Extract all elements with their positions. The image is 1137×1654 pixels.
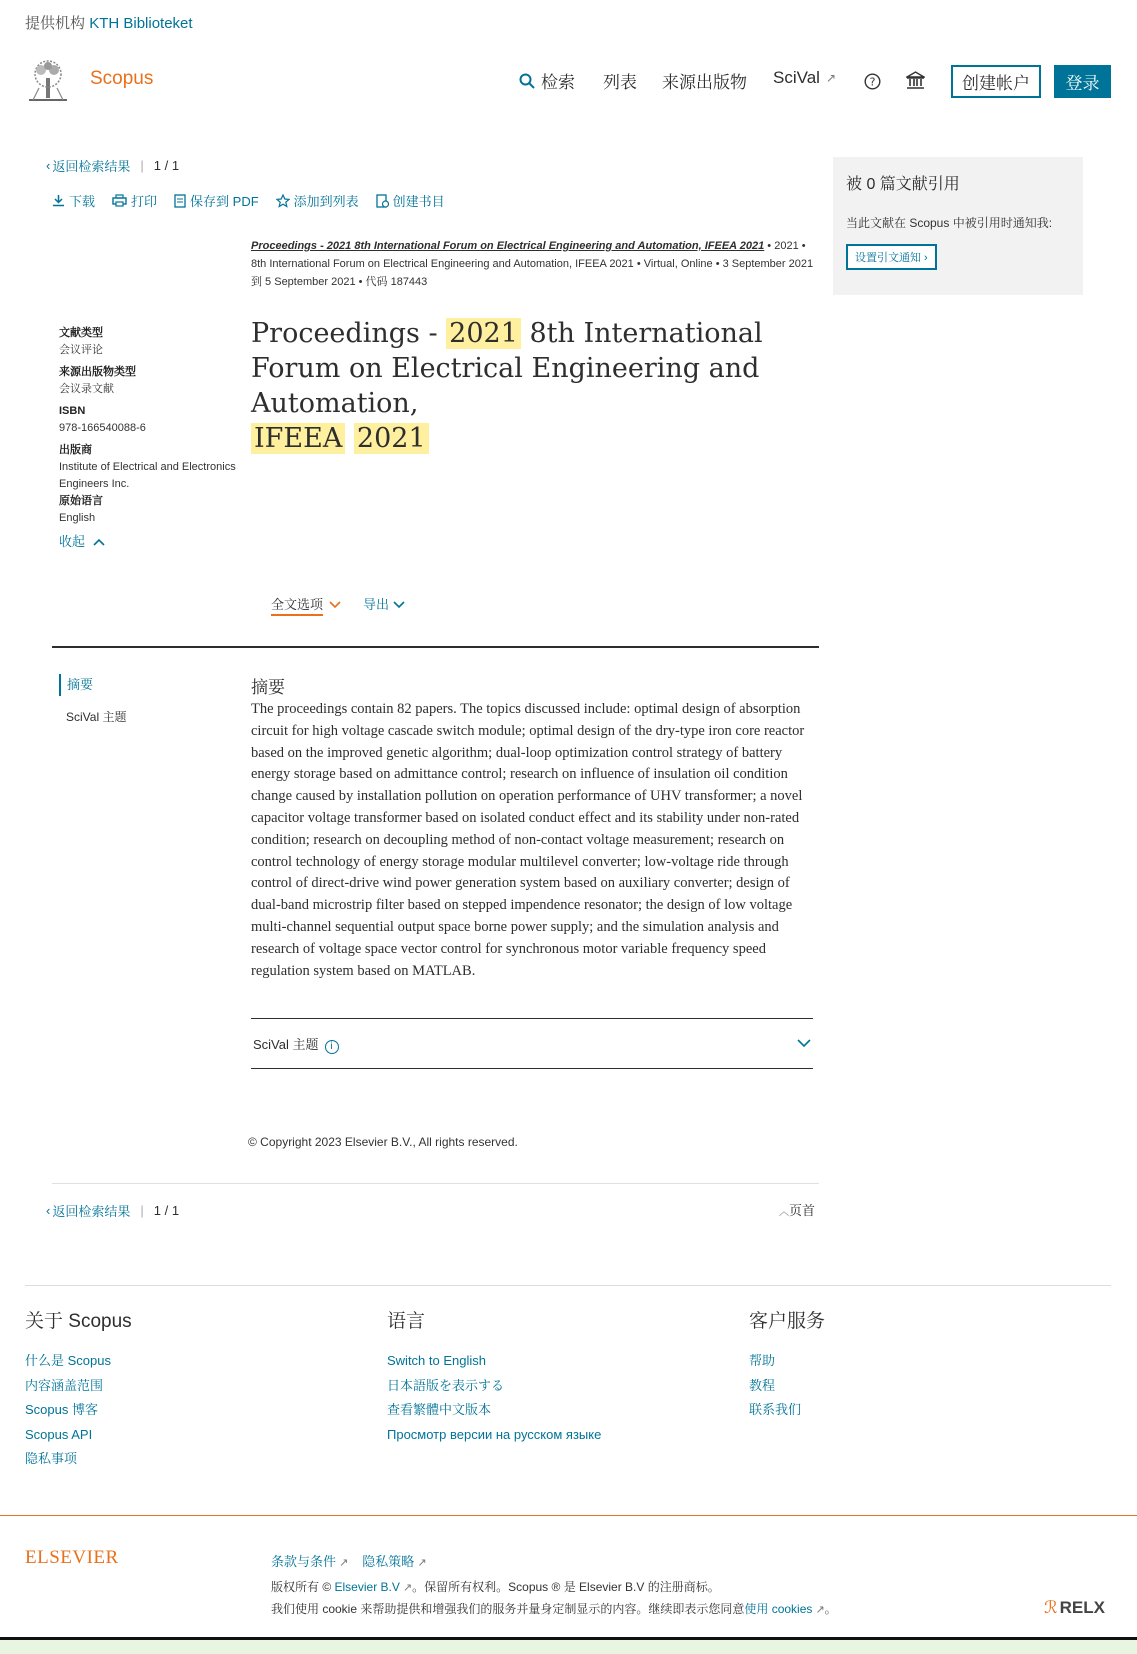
institution-icon[interactable] bbox=[906, 71, 925, 90]
legal-rights: 。保留所有权利。Scopus ® 是 Elsevier B.V 的注册商标。 bbox=[412, 1580, 720, 1594]
external-link-icon: ↗ bbox=[399, 1582, 413, 1594]
isbn-value: 978-166540088-6 bbox=[59, 422, 146, 434]
source-type-label: 来源出版物类型 bbox=[59, 366, 136, 378]
star-icon bbox=[276, 194, 290, 208]
back-bar bbox=[46, 156, 179, 175]
back-bar-bottom bbox=[46, 1201, 179, 1220]
publisher-value: Institute of Electrical and Electronics Engineers Inc. bbox=[59, 461, 236, 490]
add-to-list-label: 添加到列表 bbox=[293, 194, 359, 209]
set-citation-alert-button[interactable]: 设置引文通知 › bbox=[846, 244, 937, 270]
pdf-icon bbox=[174, 194, 186, 208]
chevron-down-icon bbox=[393, 597, 405, 612]
nav-lists[interactable]: 列表 bbox=[603, 73, 637, 92]
svg-text:?: ? bbox=[869, 75, 876, 89]
relx-mark-icon: ℛ bbox=[1044, 1598, 1058, 1617]
footer-orange-divider bbox=[0, 1515, 1137, 1516]
language-label: 原始语言 bbox=[59, 495, 103, 507]
scopus-brand[interactable]: Scopus bbox=[90, 68, 154, 89]
footer-link-tutorials[interactable]: 教程 bbox=[749, 1377, 776, 1393]
footer-link-traditional-chinese[interactable]: 查看繁體中文版本 bbox=[387, 1402, 492, 1417]
side-nav-scival-topics[interactable]: SciVal 主题 bbox=[66, 710, 127, 724]
provider-link[interactable]: KTH Biblioteket bbox=[89, 15, 193, 32]
back-to-top-link[interactable] bbox=[779, 1200, 815, 1219]
external-link-icon: ↗ bbox=[336, 1557, 349, 1569]
divider: | bbox=[140, 158, 144, 173]
footer-link-contact[interactable]: 联系我们 bbox=[749, 1402, 802, 1417]
document-toolbar bbox=[52, 191, 445, 210]
chevron-up-icon bbox=[93, 538, 105, 546]
bibliography-label: 创建书目 bbox=[392, 194, 445, 209]
chevron-up-icon: ︿ bbox=[779, 1207, 789, 1218]
full-text-options-label: 全文选项 bbox=[271, 597, 323, 616]
title-highlight-acronym: IFEEA bbox=[251, 423, 345, 454]
download-label: 下载 bbox=[69, 194, 96, 209]
source-line-2: 8th International Forum on Electrical Engineering and Automation, IFEEA 2021 • Virtual, Online • 3 September 2021 bbox=[251, 258, 814, 270]
title-part-1: Proceedings - bbox=[251, 318, 447, 349]
provider-prefix: 提供机构 bbox=[25, 15, 86, 32]
info-icon[interactable]: i bbox=[325, 1040, 339, 1054]
footer-link-what-is-scopus[interactable]: 什么是 Scopus bbox=[25, 1353, 111, 1368]
footer-divider bbox=[25, 1285, 1111, 1286]
doc-type-label: 文献类型 bbox=[59, 327, 103, 339]
create-bibliography-button[interactable] bbox=[376, 191, 445, 210]
source-year: • 2021 • bbox=[764, 240, 806, 252]
citation-alert-text: 当此文献在 Scopus 中被引用时通知我: bbox=[846, 216, 1053, 230]
source-type-value: 会议录文献 bbox=[59, 383, 114, 395]
export-dropdown[interactable] bbox=[363, 594, 405, 613]
footer-link-content-coverage[interactable]: 内容涵盖范围 bbox=[25, 1377, 104, 1393]
search-icon bbox=[519, 73, 535, 89]
full-text-options-dropdown[interactable] bbox=[271, 594, 341, 613]
set-citation-alert-label: 设置引文通知 bbox=[855, 252, 921, 264]
collapse-toggle[interactable] bbox=[59, 533, 239, 550]
download-button[interactable] bbox=[52, 191, 95, 210]
privacy-policy-link[interactable] bbox=[362, 1551, 426, 1570]
save-pdf-label: 保存到 PDF bbox=[190, 194, 259, 209]
chevron-down-icon bbox=[329, 597, 341, 612]
copyright-notice: © Copyright 2023 Elsevier B.V., All rights reserved. bbox=[248, 1135, 518, 1149]
footer-link-blog[interactable]: Scopus 博客 bbox=[25, 1402, 98, 1417]
scival-topics-label: SciVal 主题 bbox=[253, 1036, 319, 1052]
add-to-list-button[interactable] bbox=[276, 191, 359, 210]
footer-link-english[interactable]: Switch to English bbox=[387, 1353, 486, 1368]
print-icon bbox=[112, 194, 127, 207]
document-title bbox=[251, 316, 811, 456]
document-metadata bbox=[59, 325, 239, 550]
result-pager: 1 / 1 bbox=[153, 1203, 180, 1218]
nav-scival-label: SciVal bbox=[773, 68, 820, 87]
export-label: 导出 bbox=[363, 597, 390, 612]
nav-sources[interactable]: 来源出版物 bbox=[662, 73, 747, 92]
provider-line bbox=[25, 12, 193, 33]
print-button[interactable] bbox=[112, 191, 157, 210]
chevron-down-icon bbox=[797, 1039, 811, 1048]
document-options bbox=[271, 594, 405, 613]
footer-link-api[interactable]: Scopus API bbox=[25, 1426, 93, 1442]
section-divider bbox=[52, 646, 819, 648]
publisher-label: 出版商 bbox=[59, 444, 92, 456]
footer-service-heading: 客户服务 bbox=[749, 1311, 826, 1332]
source-info bbox=[251, 237, 821, 291]
legal-prefix: 版权所有 © bbox=[271, 1580, 335, 1594]
privacy-policy-label: 隐私策略 bbox=[362, 1554, 415, 1569]
external-link-icon: ↗ bbox=[812, 1604, 825, 1616]
divider bbox=[52, 1183, 819, 1184]
abstract-heading: 摘要 bbox=[251, 678, 285, 697]
login-button[interactable]: 登录 bbox=[1054, 65, 1111, 98]
relx-logo[interactable] bbox=[1044, 1598, 1105, 1618]
chevron-left-icon: ‹ bbox=[46, 158, 51, 173]
cookies-link[interactable]: 使用 cookies bbox=[744, 1602, 813, 1616]
collapse-label: 收起 bbox=[59, 534, 86, 549]
bibliography-icon bbox=[376, 194, 389, 208]
chevron-left-icon: ‹ bbox=[46, 1203, 51, 1218]
elsevier-tree-logo[interactable] bbox=[25, 60, 71, 102]
footer-link-privacy-matters[interactable]: 隐私事项 bbox=[25, 1451, 78, 1466]
isbn-label: ISBN bbox=[59, 405, 86, 417]
legal-text bbox=[271, 1577, 837, 1621]
legal-line-2 bbox=[271, 1599, 837, 1621]
footer-link-russian[interactable]: Просмотр версии на русском языке bbox=[387, 1426, 602, 1442]
source-line-1 bbox=[251, 237, 821, 255]
terms-label: 条款与条件 bbox=[271, 1554, 337, 1569]
scival-topics-accordion[interactable] bbox=[251, 1018, 813, 1069]
legal-line-1 bbox=[271, 1577, 837, 1599]
external-link-icon: ↗ bbox=[825, 71, 836, 85]
citations-panel bbox=[833, 157, 1083, 295]
cookie-text: 我们使用 cookie 来帮助提供和增强我们的服务并量身定制显示的内容。继续即表示您同意 bbox=[271, 1602, 745, 1616]
print-label: 打印 bbox=[131, 194, 158, 209]
result-pager: 1 / 1 bbox=[153, 158, 180, 173]
nav-search-label: 检索 bbox=[541, 73, 575, 92]
terms-link[interactable] bbox=[271, 1551, 348, 1570]
elsevier-logo[interactable]: ELSEVIER bbox=[25, 1547, 119, 1568]
back-to-top-label: 页首 bbox=[789, 1203, 816, 1218]
footer-link-japanese[interactable]: 日本語版を表示する bbox=[387, 1377, 505, 1393]
nav-search[interactable] bbox=[519, 68, 575, 93]
footer-link-help[interactable]: 帮助 bbox=[749, 1353, 776, 1368]
back-to-results-link[interactable]: 返回检索结果 bbox=[52, 1204, 131, 1219]
source-title-link[interactable]: Proceedings - 2021 8th International Forum on Electrical Engineering and Automation, IFEEA 2021 bbox=[251, 240, 765, 252]
source-line-3: 到 5 September 2021 • 代码 187443 bbox=[251, 276, 428, 288]
legal-links bbox=[271, 1551, 427, 1570]
footer-language-heading: 语言 bbox=[387, 1311, 426, 1332]
title-highlight-year-2: 2021 bbox=[354, 423, 429, 454]
language-value: English bbox=[59, 512, 96, 524]
side-nav-abstract[interactable]: 摘要 bbox=[59, 674, 93, 696]
help-icon[interactable] bbox=[864, 73, 881, 90]
abstract-text: The proceedings contain 82 papers. The topics discussed include: optimal design of absorption circuit for high voltage cascade switch module; optimal design of the dry-type iron core reactor based on the improved genetic algorithm; dual-loop optimization control strategy of battery energy storage based on admittance control; research on influence of insulation oil condition change caused by installation pollution on operation performance of UHV transformer; a novel capacitor voltage transformer based on isolated conduct effect and its stability under non-rated condition; research on decoupling method of non-contact voltage measurement; research on control technology of energy storage modular multilevel converter; low-voltage ride through control of direct-drive wind power generation system based on auxiliary converter; design of dual-band microstrip filter based on stepped impendence resonator; the design of low voltage multi-channel sequential output space borne power supply; and the simulation analysis and research of voltage space vector control for synchronous motor variable frequency speed regulation system based on MATLAB. bbox=[251, 701, 805, 979]
page-bottom-edge bbox=[0, 1637, 1137, 1654]
cited-by-count: 被 0 篇文献引用 bbox=[846, 176, 960, 193]
create-account-button[interactable]: 创建帐户 bbox=[951, 65, 1041, 98]
save-pdf-button[interactable] bbox=[174, 191, 259, 210]
footer-about bbox=[25, 1306, 355, 1472]
nav-scival[interactable] bbox=[773, 68, 836, 88]
back-to-results-link[interactable]: 返回检索结果 bbox=[52, 159, 131, 174]
title-highlight-year-1: 2021 bbox=[446, 318, 521, 349]
footer-language bbox=[387, 1306, 717, 1447]
footer-service bbox=[749, 1306, 1079, 1423]
scival-topics-title bbox=[253, 1034, 339, 1054]
elsevier-bv-link[interactable]: Elsevier B.V bbox=[334, 1580, 400, 1594]
doc-type-value: 会议评论 bbox=[59, 344, 103, 356]
relx-label: RELX bbox=[1059, 1598, 1105, 1617]
period: 。 bbox=[824, 1602, 837, 1616]
external-link-icon: ↗ bbox=[414, 1557, 427, 1569]
title-part-2: 8th International Forum on Electrical Engineering and Automation, bbox=[251, 318, 763, 419]
footer-about-heading: 关于 Scopus bbox=[25, 1311, 132, 1332]
divider: | bbox=[140, 1203, 144, 1218]
download-icon bbox=[52, 194, 65, 207]
